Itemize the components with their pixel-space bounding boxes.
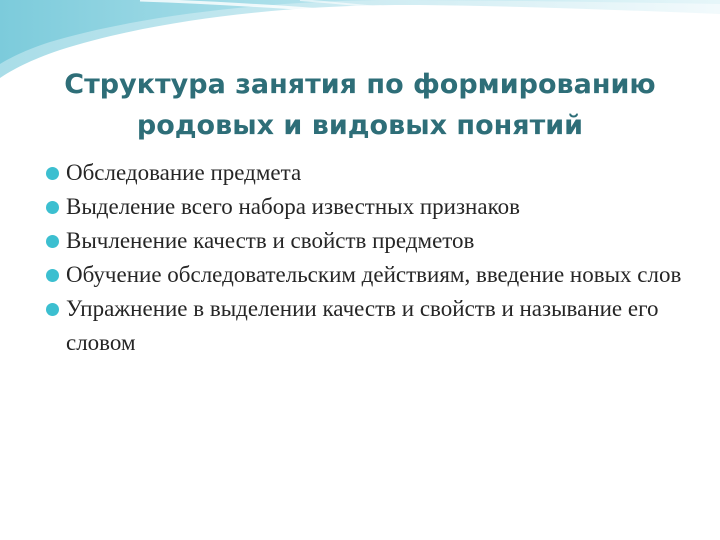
bullet-item — [44, 156, 694, 190]
bullet-item — [44, 292, 694, 360]
bullet-dot-icon — [46, 201, 59, 214]
bullet-text: Упражнение в выделении качеств и свойств и называние его словом — [66, 296, 659, 355]
bullet-list — [44, 156, 694, 360]
bullet-item — [44, 258, 694, 292]
bullet-text: Вычленение качеств и свойств предметов — [66, 228, 475, 253]
bullet-text: Выделение всего набора известных признаков — [66, 194, 520, 219]
bullet-dot-icon — [46, 269, 59, 282]
bullet-dot-icon — [46, 303, 59, 316]
slide-title — [40, 64, 680, 146]
bullet-item — [44, 190, 694, 224]
bullet-dot-icon — [46, 167, 59, 180]
bullet-dot-icon — [46, 235, 59, 248]
title-line-2: родовых и видовых понятий — [136, 110, 584, 141]
bullet-text: Обследование предмета — [66, 160, 302, 185]
bullet-item — [44, 224, 694, 258]
title-line-1: Структура занятия по формированию — [64, 69, 656, 100]
bullet-text: Обучение обследовательским действиям, введение новых слов — [66, 262, 682, 287]
